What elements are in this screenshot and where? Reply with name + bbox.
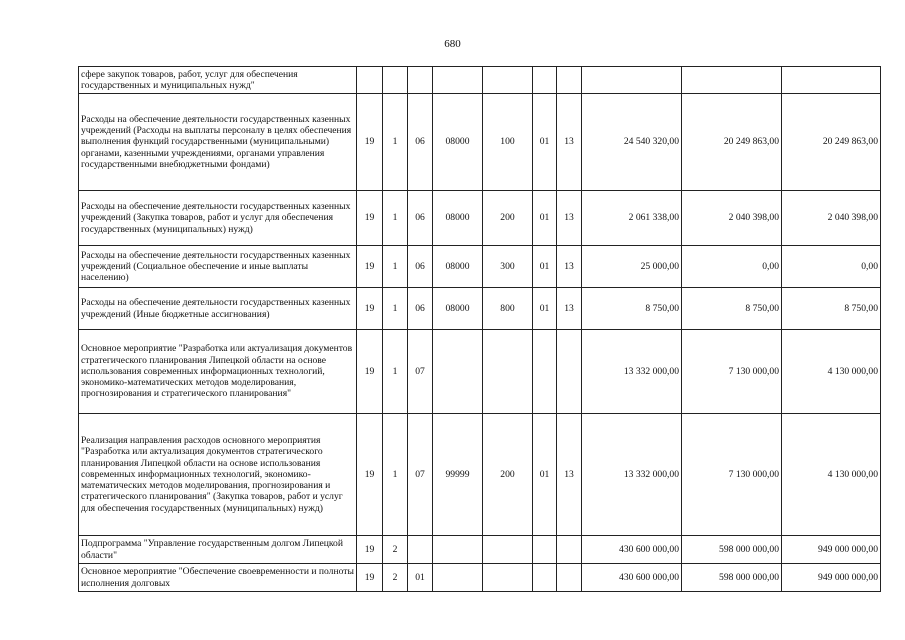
code-cell [557,536,582,564]
code-cell: 06 [408,94,433,191]
amount-cell: 25 000,00 [582,246,682,288]
code-cell: 06 [408,288,433,330]
code-cell: 08000 [433,94,483,191]
code-cell [557,67,582,94]
row-name: Расходы на обеспечение деятельности государственных казенных учреждений (Расходы на выплаты персоналу в целях обеспечения выполнения функций государственными (муниципальными) органами, казенными учреждениями, органами управления государственными внебюджетными фондами) [79,94,357,191]
code-cell: 07 [408,414,433,536]
code-cell: 13 [557,246,582,288]
code-cell: 2 [383,564,408,592]
code-cell: 07 [408,330,433,414]
amount-cell [782,67,881,94]
code-cell: 13 [557,288,582,330]
amount-cell: 8 750,00 [782,288,881,330]
amount-cell: 4 130 000,00 [782,330,881,414]
table-row [79,536,881,564]
amount-cell [582,67,682,94]
code-cell: 19 [357,288,383,330]
code-cell: 19 [357,564,383,592]
row-name: Основное мероприятие "Обеспечение своевременности и полноты исполнения долговых [79,564,357,592]
code-cell: 19 [357,330,383,414]
code-cell: 1 [383,414,408,536]
code-cell [533,564,557,592]
row-name: Расходы на обеспечение деятельности государственных казенных учреждений (Иные бюджетные ассигнования) [79,288,357,330]
table-row [79,94,881,191]
code-cell [533,330,557,414]
code-cell: 19 [357,414,383,536]
code-cell [357,67,383,94]
amount-cell: 13 332 000,00 [582,414,682,536]
amount-cell: 2 040 398,00 [782,191,881,246]
amount-cell: 24 540 320,00 [582,94,682,191]
amount-cell: 13 332 000,00 [582,330,682,414]
budget-table [78,66,881,592]
table-row [79,246,881,288]
code-cell [483,536,533,564]
amount-cell: 598 000 000,00 [682,536,782,564]
code-cell [408,536,433,564]
amount-cell: 2 061 338,00 [582,191,682,246]
amount-cell: 20 249 863,00 [782,94,881,191]
amount-cell: 4 130 000,00 [782,414,881,536]
code-cell: 200 [483,414,533,536]
code-cell: 100 [483,94,533,191]
amount-cell: 430 600 000,00 [582,536,682,564]
table-row [79,288,881,330]
code-cell: 300 [483,246,533,288]
table-row [79,191,881,246]
code-cell: 13 [557,94,582,191]
amount-cell: 7 130 000,00 [682,330,782,414]
amount-cell: 20 249 863,00 [682,94,782,191]
code-cell: 01 [533,94,557,191]
code-cell: 06 [408,191,433,246]
code-cell: 08000 [433,191,483,246]
row-name: Расходы на обеспечение деятельности государственных казенных учреждений (Социальное обеспечение и иные выплаты населению) [79,246,357,288]
code-cell [533,536,557,564]
code-cell: 800 [483,288,533,330]
code-cell: 13 [557,414,582,536]
code-cell: 19 [357,191,383,246]
code-cell: 200 [483,191,533,246]
row-name: Реализация направления расходов основного мероприятия "Разработка или актуализация документов стратегического планирования Липецкой области на основе использования современных информационных технологий, экономико-математических методов моделирования, прогнозирования и стратегического планирования" (Закупка товаров, работ и услуг для обеспечения государственных (муниципальных) нужд) [79,414,357,536]
code-cell: 01 [533,246,557,288]
code-cell: 01 [533,191,557,246]
code-cell: 08000 [433,288,483,330]
row-name: Подпрограмма "Управление государственным долгом Липецкой области" [79,536,357,564]
code-cell: 08000 [433,246,483,288]
code-cell [433,536,483,564]
table-row [79,564,881,592]
table-row [79,414,881,536]
code-cell: 1 [383,288,408,330]
code-cell: 01 [533,414,557,536]
code-cell [408,67,433,94]
code-cell [483,67,533,94]
code-cell [483,330,533,414]
code-cell: 1 [383,94,408,191]
amount-cell: 949 000 000,00 [782,564,881,592]
amount-cell: 598 000 000,00 [682,564,782,592]
code-cell [533,67,557,94]
code-cell [433,330,483,414]
code-cell [557,330,582,414]
table-row [79,67,881,94]
code-cell: 01 [408,564,433,592]
code-cell: 1 [383,330,408,414]
code-cell: 1 [383,191,408,246]
code-cell: 99999 [433,414,483,536]
row-name: Расходы на обеспечение деятельности государственных казенных учреждений (Закупка товаров, работ и услуг для обеспечения государственных (муниципальных) нужд) [79,191,357,246]
code-cell: 2 [383,536,408,564]
code-cell [557,564,582,592]
code-cell: 13 [557,191,582,246]
amount-cell: 8 750,00 [682,288,782,330]
table-row [79,330,881,414]
code-cell [383,67,408,94]
code-cell: 06 [408,246,433,288]
amount-cell: 0,00 [682,246,782,288]
code-cell: 1 [383,246,408,288]
page-number: 680 [444,38,461,50]
code-cell: 19 [357,246,383,288]
code-cell [433,67,483,94]
row-name: сфере закупок товаров, работ, услуг для обеспечения государственных и муниципальных нужд" [79,67,357,94]
code-cell: 01 [533,288,557,330]
code-cell: 19 [357,536,383,564]
amount-cell: 7 130 000,00 [682,414,782,536]
row-name: Основное мероприятие "Разработка или актуализация документов стратегического планирования Липецкой области на основе использования современных информационных технологий, экономико-математических методов моделирования, прогнозирования и стратегического планирования" [79,330,357,414]
amount-cell: 0,00 [782,246,881,288]
amount-cell: 8 750,00 [582,288,682,330]
amount-cell [682,67,782,94]
code-cell [483,564,533,592]
amount-cell: 949 000 000,00 [782,536,881,564]
amount-cell: 430 600 000,00 [582,564,682,592]
amount-cell: 2 040 398,00 [682,191,782,246]
code-cell: 19 [357,94,383,191]
code-cell [433,564,483,592]
